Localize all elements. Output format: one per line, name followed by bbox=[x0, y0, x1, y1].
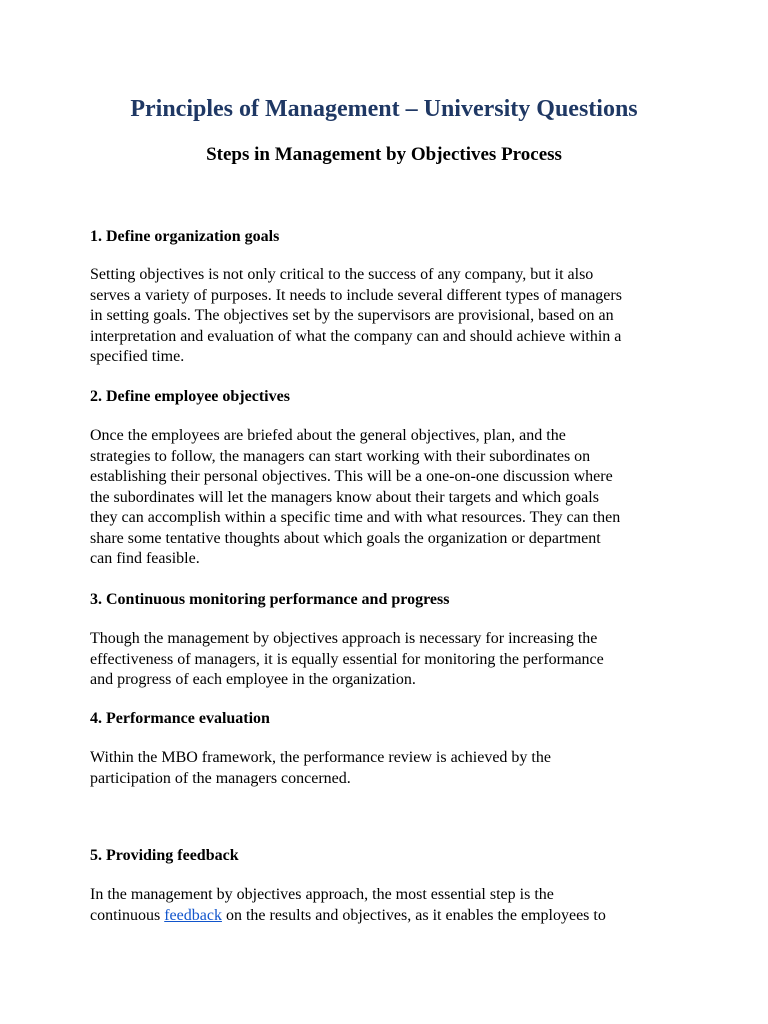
feedback-link[interactable]: feedback bbox=[164, 906, 222, 924]
section-paragraph-1 bbox=[90, 265, 690, 368]
section-heading-4: 4. Performance evaluation bbox=[90, 710, 270, 727]
paragraph-line: strategies to follow, the managers can start working with their subordinates on bbox=[90, 447, 591, 465]
paragraph-line bbox=[90, 906, 690, 927]
paragraph-line: specified time. bbox=[90, 348, 185, 365]
paragraph-line: In the management by objectives approach, the most essential step is the bbox=[90, 886, 554, 903]
section-paragraph-2 bbox=[90, 426, 690, 570]
section-paragraph-5 bbox=[90, 885, 690, 926]
paragraph-line: Once the employees are briefed about the general objectives, plan, and the bbox=[90, 427, 566, 444]
section-paragraph-3 bbox=[90, 629, 690, 691]
section-heading-2: 2. Define employee objectives bbox=[90, 388, 290, 405]
paragraph-line: establishing their personal objectives. This will be a one-on-one discussion where bbox=[90, 468, 613, 485]
paragraph-line: Though the management by objectives approach is necessary for increasing the bbox=[90, 630, 598, 647]
page-title: Principles of Management – University Questions bbox=[130, 96, 638, 122]
section-heading-3: 3. Continuous monitoring performance and progress bbox=[90, 591, 450, 608]
page-subtitle: Steps in Management by Objectives Process bbox=[206, 144, 562, 165]
paragraph-line: and progress of each employee in the organization. bbox=[90, 671, 416, 688]
paragraph-text: continuous bbox=[90, 906, 165, 924]
paragraph-line: Setting objectives is not only critical to the success of any company, but it also bbox=[90, 266, 594, 283]
paragraph-text: on the results and objectives, as it enables the employees to bbox=[221, 906, 606, 924]
paragraph-line: effectiveness of managers, it is equally essential for monitoring the performance bbox=[90, 650, 604, 668]
paragraph-line: share some tentative thoughts about which goals the organization or department bbox=[90, 529, 601, 547]
paragraph-line: in setting goals. The objectives set by the supervisors are provisional, based on an bbox=[90, 307, 614, 324]
paragraph-line: interpretation and evaluation of what the company can and should achieve within a bbox=[90, 327, 622, 345]
section-heading-5: 5. Providing feedback bbox=[90, 847, 239, 864]
paragraph-line: participation of the managers concerned. bbox=[90, 769, 351, 787]
paragraph-line: they can accomplish within a specific time and with what resources. They can then bbox=[90, 509, 621, 526]
paragraph-line: Within the MBO framework, the performance review is achieved by the bbox=[90, 749, 551, 766]
paragraph-line: serves a variety of purposes. It needs to include several different types of managers bbox=[90, 286, 622, 304]
section-heading-1: 1. Define organization goals bbox=[90, 228, 280, 245]
section-paragraph-4 bbox=[90, 748, 690, 789]
paragraph-line: can find feasible. bbox=[90, 550, 200, 567]
paragraph-line: the subordinates will let the managers know about their targets and which goals bbox=[90, 488, 599, 506]
